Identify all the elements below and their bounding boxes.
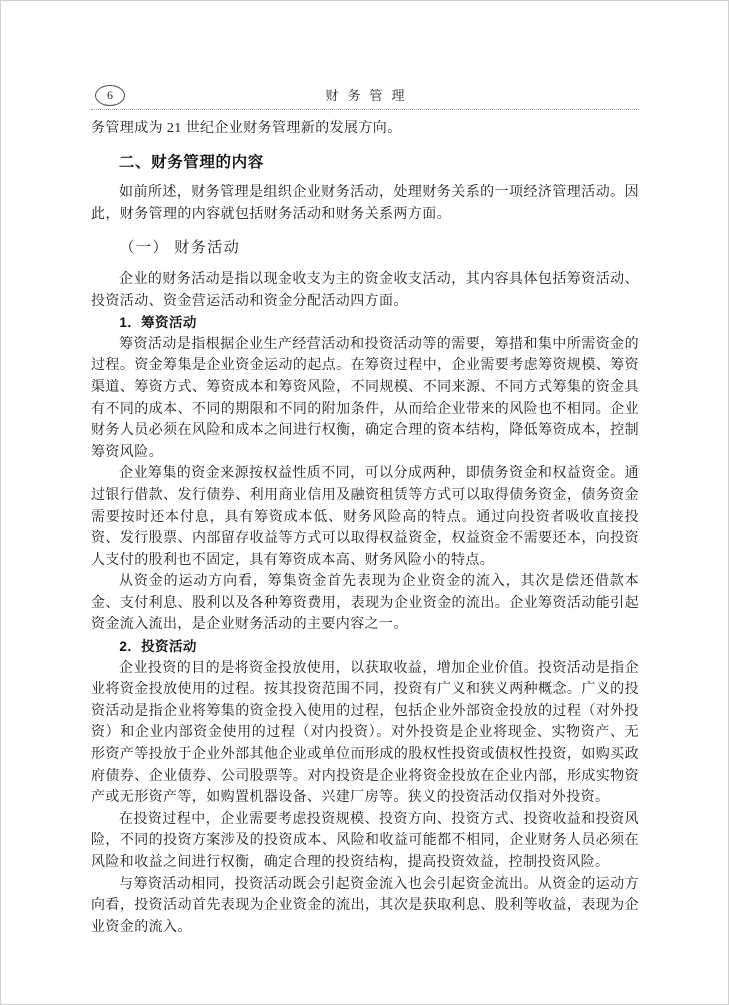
running-head-title: 财务管理 xyxy=(325,88,414,103)
paragraph: 如前所述，财务管理是组织企业财务活动，处理财务关系的一项经济管理活动。因此，财务管理的内容就包括财务活动和财务关系两方面。 xyxy=(91,185,639,222)
list-item-heading: 2．投资活动 xyxy=(119,639,197,655)
subsection-heading: （一） 财务活动 xyxy=(119,240,241,257)
section-heading: 二、财务管理的内容 xyxy=(118,153,264,171)
page-number-badge xyxy=(95,85,125,106)
list-item-heading: 1．筹资活动 xyxy=(119,315,197,331)
paragraph: 从资金的运动方向看，筹集资金首先表现为企业资金的流入，其次是偿还借款本金、支付利息、股利以及各种筹资费用，表现为企业资金的流出。企业筹资活动能引起资金流入流出，是企业财务活动的主要内容之一。 xyxy=(91,574,639,633)
running-header xyxy=(91,85,639,109)
continuation-paragraph: 务管理成为 21 世纪企业财务管理新的发展方向。 xyxy=(91,121,402,136)
page-number: 6 xyxy=(107,88,113,102)
header-divider xyxy=(91,109,639,110)
paragraph: 筹资活动是指根据企业生产经营活动和投资活动等的需要，筹措和集中所需资金的过程。资金筹集是企业资金运动的起点。在筹资过程中，企业需要考虑筹资规模、筹资渠道、筹资方式、筹资成本和筹资风险，不同规模、不同来源、不同方式筹集的资金具有不同的成本、不同的期限和不同的附加条件，从而给企业带来的风险也不相同。企业财务人员必须在风险和成本之间进行权衡，确定合理的资本结构，降低筹资成本，控制筹资风险。 xyxy=(91,336,639,460)
page-body xyxy=(91,118,639,938)
paragraph: 在投资过程中，企业需要考虑投资规模、投资方向、投资方式、投资收益和投资风险，不同的投资方案涉及的投资成本、风险和收益可能都不相同，企业财务人员必须在风险和收益之间进行权衡，确定合理的投资结构，提高投资效益，控制投资风险。 xyxy=(91,811,639,870)
paragraph: 企业投资的目的是将资金投放使用，以获取收益，增加企业价值。投资活动是指企业将资金投放使用的过程。按其投资范围不同，投资有广义和狭义两种概念。广义的投资活动是指企业将筹集的资金投入使用的过程，包括企业外部资金投放的过程（对外投资）和企业内部资金使用的过程（对内投资）。对外投资是企业将现金、实物资产、无形资产等投放于企业外部其他企业或单位而形成的股权性投资或债权性投资，如购买政府债券、企业债券、公司股票等。对内投资是企业将资金投放在企业内部，形成实物资产或无形资产等，如购置机器设备、兴建厂房等。狭义的投资活动仅指对外投资。 xyxy=(91,660,639,806)
paragraph: 企业筹集的资金来源按权益性质不同，可以分成两种，即债务资金和权益资金。通过银行借款、发行债券、利用商业信用及融资租赁等方式可以取得债务资金，债务资金需要按时还本付息，具有筹资成本低、财务风险高的特点。通过向投资者吸收直接投资、发行股票、内部留存收益等方式可以取得权益资金，权益资金不需要还本，向投资人支付的股利也不固定，具有筹资成本高、财务风险小的特点。 xyxy=(91,466,639,568)
paragraph: 企业的财务活动是指以现金收支为主的资金收支活动，其内容具体包括筹资活动、投资活动、资金营运活动和资金分配活动四方面。 xyxy=(91,271,639,309)
paragraph: 与筹资活动相同，投资活动既会引起资金流入也会引起资金流出。从资金的运动方向看，投资活动首先表现为企业资金的流出，其次是获取利息、股利等收益，表现为企业资金的流入。 xyxy=(91,876,639,935)
